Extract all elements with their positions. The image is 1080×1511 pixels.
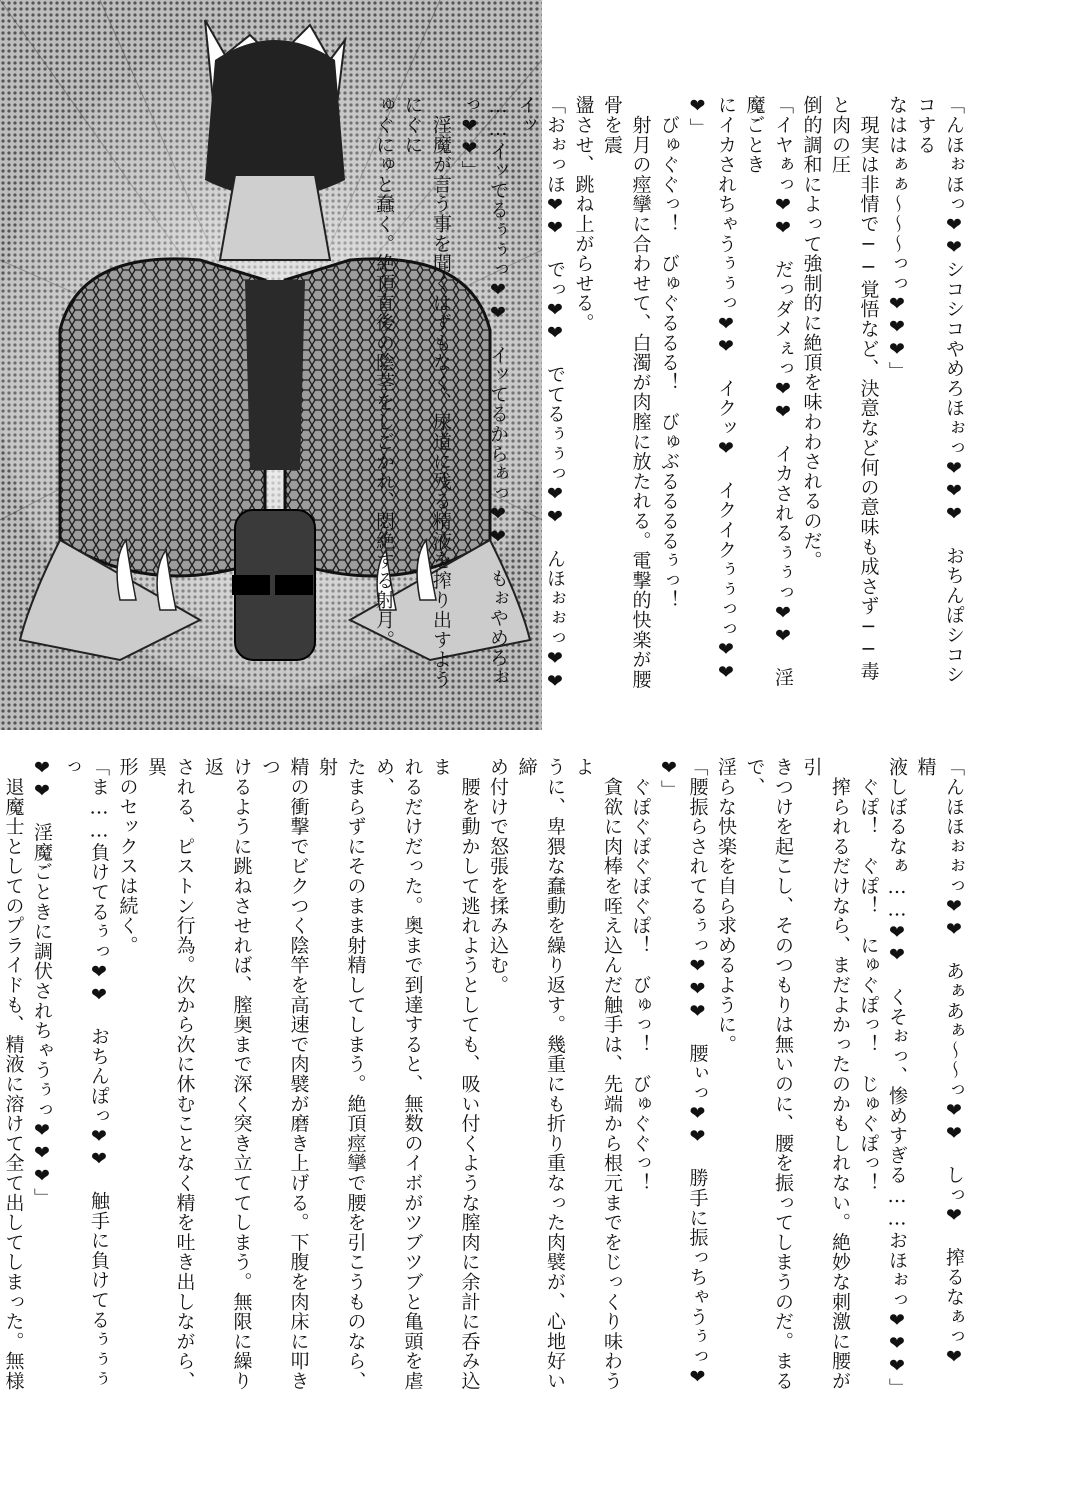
- text-line: ぐぽぐぽぐぽぐぽ！ びゅっ！ びゅぐぐっ！: [629, 757, 652, 1193]
- text-line: 「腰振らされてるぅっ❤❤❤ 腰ぃっ❤❤ 勝手に振っちゃうぅっ❤❤」: [658, 757, 709, 1389]
- text-line: びゅぐぐっ！ びゅぐるるる！ びゅぶるるるるぅっ！: [658, 95, 680, 610]
- text-line: 形のセックスは続く。: [116, 757, 139, 955]
- text-line: ぐぽ！ ぐぽ！ にゅぐぽっ！ じゅぐぽっ！: [857, 757, 880, 1193]
- text-line: 現実は非情で──覚悟など、決意など何の意味も成さず──毒と肉の圧: [829, 95, 880, 682]
- text-line: 「ま……負けてるぅっ❤❤ おちんぽっ❤❤ 触手に負けてるぅぅぅっ: [59, 757, 110, 1389]
- text-line: 腰を動かして逃れようとしても、吸い付くような膣肉に余計に呑み込ま: [430, 757, 481, 1391]
- text-line: 倒的調和によって強制的に絶頂を味わわされるのだ。: [800, 95, 823, 571]
- body-text-bottom: [2, 757, 968, 1398]
- text-line: きつけを起こし、そのつもりは無いのに、腰を振ってしまうのだ。まるで、: [743, 757, 794, 1391]
- text-line: なははぁぁ〜〜〜っっ❤❤❤」: [886, 95, 908, 382]
- text-line: 淫魔が言う事を聞くはずもなく、尿道に残る精液を搾り出すようにぐに: [401, 95, 452, 689]
- text-line: れるだけだった。奥まで到達すると、無数のイボがツブツブと亀頭を虐め、: [373, 757, 424, 1391]
- text-line: けるように跳ねさせれば、膣奥まで深く突き立ててしまう。無限に繰り返: [202, 757, 253, 1391]
- text-line: 搾られるだけなら、まだよかったのかもしれない。絶妙な刺激に腰が引: [800, 757, 851, 1391]
- text-line: 盪させ、跳ね上がらせる。: [572, 95, 595, 333]
- text-line: 精の衝撃でビクつく陰竿を高速で肉襞が磨き上げる。下腹を肉床に叩きつ: [259, 757, 310, 1391]
- text-line: ❤❤ 淫魔ごときに調伏されちゃうぅっ❤❤❤」: [31, 757, 53, 1208]
- text-line: にイカされちゃうぅぅっ❤❤ イクッ❤ イクイクぅぅっっ❤❤❤」: [686, 95, 737, 685]
- censor-bar: [275, 575, 313, 595]
- text-line: 退魔士としてのプライドも、精液に溶けて全て出してしまった。無様: [2, 776, 25, 1391]
- text-line: うに、卑猥な蠢動を繰り返す。幾重にも折り重なった肉襞が、心地好い締: [515, 757, 566, 1391]
- text-line: ゅぐにゅと蠢く。絶頂直後の陰茎をしごかれ、悶絶する射月。: [373, 95, 395, 650]
- text-line: め付けで怒張を揉み込む。: [487, 757, 509, 995]
- text-line: 淫らな快楽を自ら求めるように。: [715, 757, 737, 1054]
- text-line: 液しぼるなぁ……❤❤ くそぉっ、惨めすぎる……おほぉっ❤❤❤」: [886, 757, 908, 1398]
- text-line: 「んほほぉぉっ❤❤ あぁあぁ〜〜っ❤❤ しっ❤ 搾るなぁっ❤ 精: [914, 757, 965, 1389]
- text-line: 「んほぉほっ❤❤シコシコやめろほぉっ❤❤❤ おちんぽシコシコする: [914, 95, 965, 685]
- censor-bar: [232, 575, 270, 595]
- body-text-top: [373, 95, 968, 714]
- text-line: 射月の痙攣に合わせて、白濁が肉膣に放たれる。電撃的快楽が腰骨を震: [601, 95, 652, 689]
- text-line: される、ピストン行為。次から次に休むことなく精を吐き出しながら、異: [145, 757, 196, 1391]
- text-line: 「おぉっほ❤❤ でっ❤❤ でてるぅぅっ❤❤ んほぉぉっ❤❤ イッ: [515, 95, 566, 714]
- text-line: たまらずにそのまま射精してしまう。絶頂痙攣で腰を引こうものなら、射: [316, 757, 367, 1391]
- text-line: ……イッでるぅぅっ❤❤ イッてるからぁっ❤❤ もぉやめろぉっ❤❤」: [458, 95, 509, 688]
- text-line: 貪欲に肉棒を咥え込んだ触手は、先端から根元までをじっくり味わうよ: [572, 757, 623, 1391]
- text-line: 「イヤぁっ❤❤ だっダメぇっ❤❤ イカされるぅぅっ❤❤ 淫魔ごとき: [743, 95, 794, 688]
